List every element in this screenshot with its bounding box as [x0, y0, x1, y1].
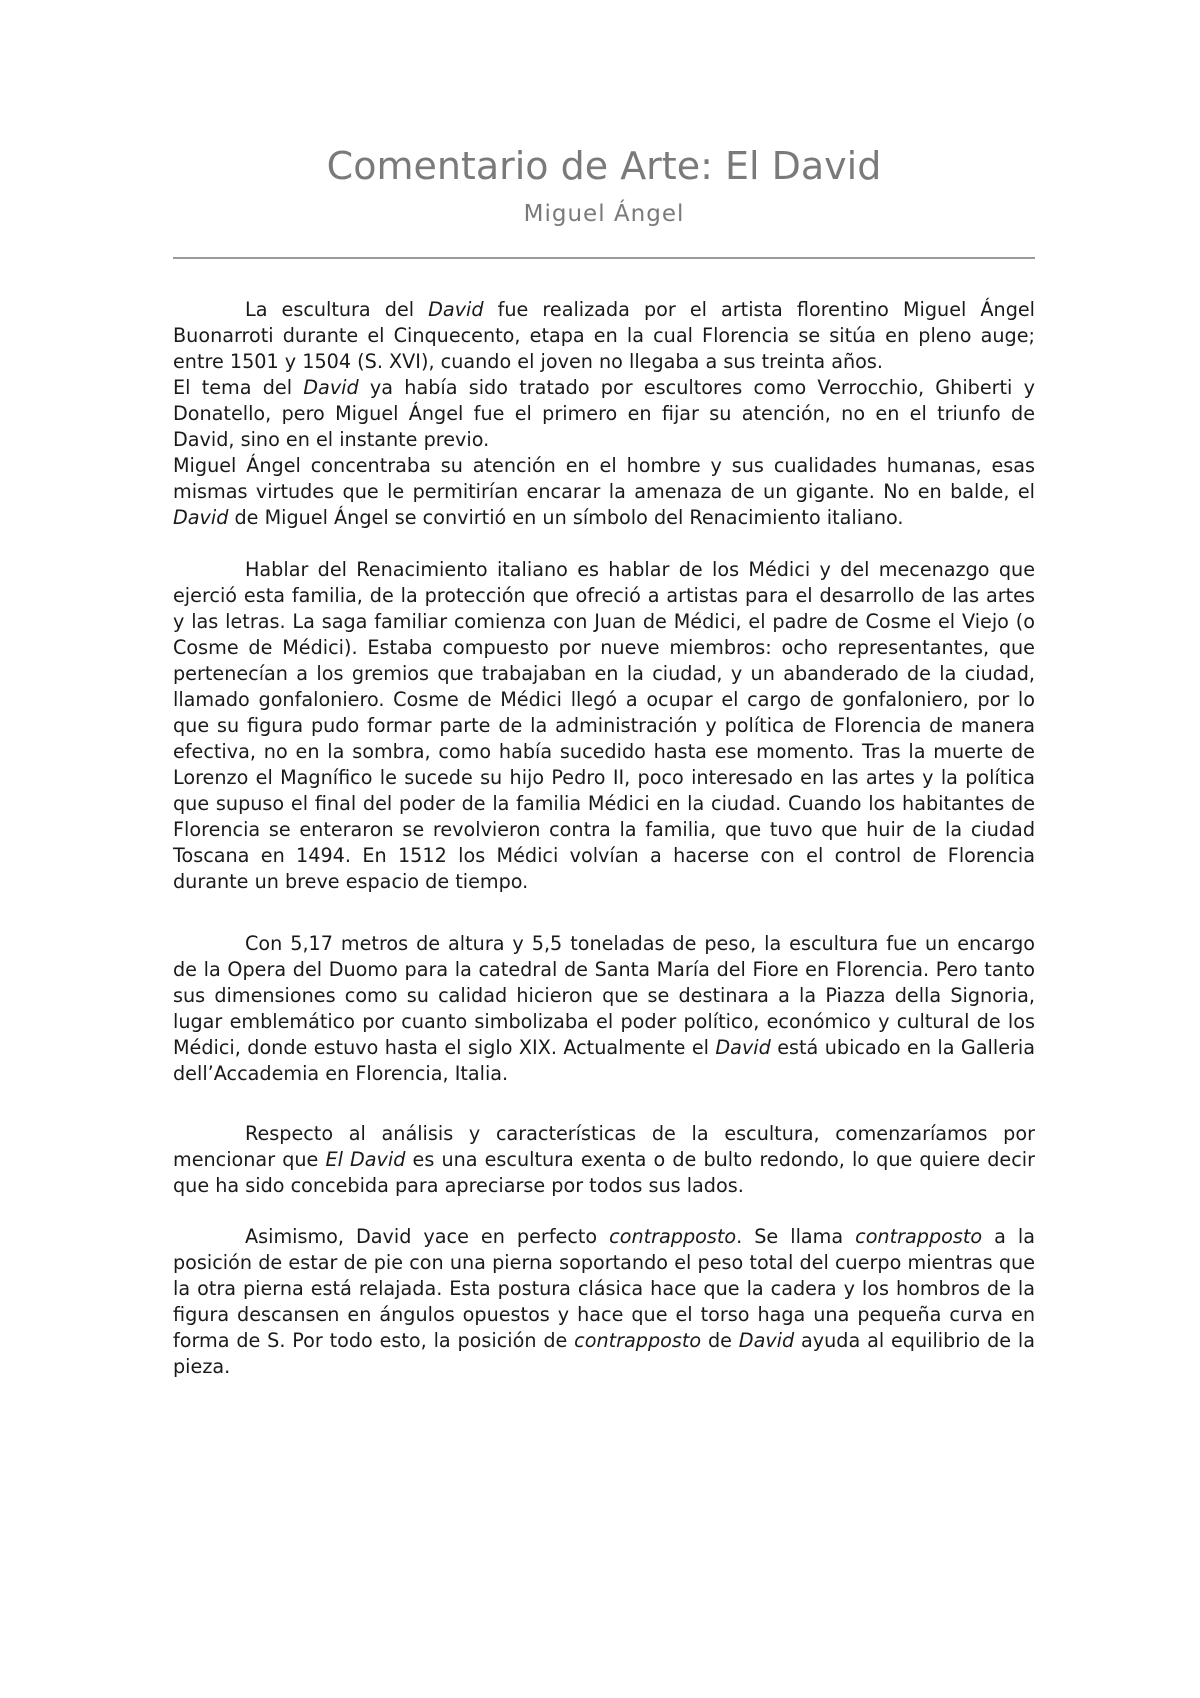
text-run: Miguel Ángel concentraba su atención en el hombre y sus cualidades humanas, esas mismas virtudes que le permitirían encarar la amenaza de un gigante. No en balde, el [173, 454, 1035, 503]
text-run: . Se llama [736, 1225, 856, 1248]
text-run: Asimismo, David yace en perfecto [245, 1225, 610, 1248]
text-run: es una escultura exenta o de bulto redondo, lo que quiere decir que ha sido concebida para apreciarse por todos sus lados. [173, 1148, 1035, 1197]
text-run: a la posición de estar de pie con una pierna soportando el peso total del cuerpo mientras que la otra pierna está relajada. Esta postura clásica hace que la cadera y los hombros de la figura descansen en ángulos opuestos y hace que el torso haga una pequeña curva en forma de S. Por todo esto, la posición de [173, 1225, 1036, 1352]
text-run: El tema del [173, 376, 304, 399]
text-run: de [701, 1329, 739, 1352]
text-run: ayuda al equilibrio de la pieza. [173, 1329, 1035, 1378]
italic-text: David [428, 298, 484, 321]
text-run: Respecto al análisis y características de la escultura, comenzaríamos por mencionar que [173, 1122, 1035, 1171]
paragraph [173, 375, 1035, 453]
paragraph [173, 1121, 1035, 1199]
text-run: de Miguel Ángel se convirtió en un símbolo del Renacimiento italiano. [228, 506, 904, 529]
paragraph [173, 931, 1035, 1087]
italic-text: contrapposto [574, 1329, 702, 1352]
text-run: está ubicado en la Galleria dell’Accademia en Florencia, Italia. [173, 1036, 1035, 1085]
italic-text: David [173, 506, 229, 529]
italic-text: David [303, 376, 359, 399]
text-run: La escultura del [245, 298, 429, 321]
italic-text: contrapposto [855, 1225, 983, 1248]
title-divider [173, 257, 1035, 259]
text-run: Hablar del Renacimiento italiano es hablar de los Médici y del mecenazgo que ejerció esta familia, de la protección que ofreció a artistas para el desarrollo de las artes y las letras. La saga familiar comienza con Juan de Médici, el padre de Cosme el Viejo (o Cosme de Médici). Estaba compuesto por nueve miembros: ocho representantes, que pertenecían a los gremios que trabajaban en la ciudad, y un abanderado de la ciudad, llamado gonfaloniero. Cosme de Médici llegó a ocupar el cargo de gonfaloniero, por lo que su figura pudo formar parte de la administración y política de Florencia de manera efectiva, no en la sombra, como había sucedido hasta ese momento. Tras la muerte de Lorenzo el Magnífico le sucede su hijo Pedro II, poco interesado en las artes y la política que supuso el final del poder de la familia Médici en la ciudad. Cuando los habitantes de Florencia se enteraron se revolvieron contra la familia, que tuvo que huir de la ciudad Toscana en 1494. En 1512 los Médici volvían a hacerse con el control de Florencia durante un breve espacio de tiempo. [173, 558, 1035, 893]
italic-text: David [715, 1036, 771, 1059]
text-run: fue realizada por el artista florentino Miguel Ángel Buonarroti durante el Cinquecento, etapa en la cual Florencia se sitúa en pleno auge; entre 1501 y 1504 (S. XVI), cuando el joven no llegaba a sus treinta años. [173, 298, 1036, 373]
paragraph [173, 297, 1035, 375]
paragraph [173, 453, 1035, 531]
text-run: Con 5,17 metros de altura y 5,5 toneladas de peso, la escultura fue un encargo de la Opera del Duomo para la catedral de Santa María del Fiore en Florencia. Pero tanto sus dimensiones como su calidad hicieron que se destinara a la Piazza della Signoria, lugar emblemático por cuanto simbolizaba el poder político, económico y cultural de los Médici, donde estuvo hasta el siglo XIX. Actualmente el [173, 932, 1035, 1059]
document-title: Comentario de Arte: El David [326, 144, 882, 188]
document-subtitle: Miguel Ángel [523, 201, 685, 227]
paragraph [173, 557, 1035, 895]
document-body [173, 297, 1035, 1380]
italic-text: David [738, 1329, 795, 1352]
text-run: ya había sido tratado por escultores como Verrocchio, Ghiberti y Donatello, pero Miguel Ángel fue el primero en fijar su atención, no en el triunfo de David, sino en el instante previo. [173, 376, 1035, 451]
italic-text: contrapposto [609, 1225, 737, 1248]
italic-text: El David [325, 1148, 406, 1171]
paragraph [173, 1224, 1035, 1380]
